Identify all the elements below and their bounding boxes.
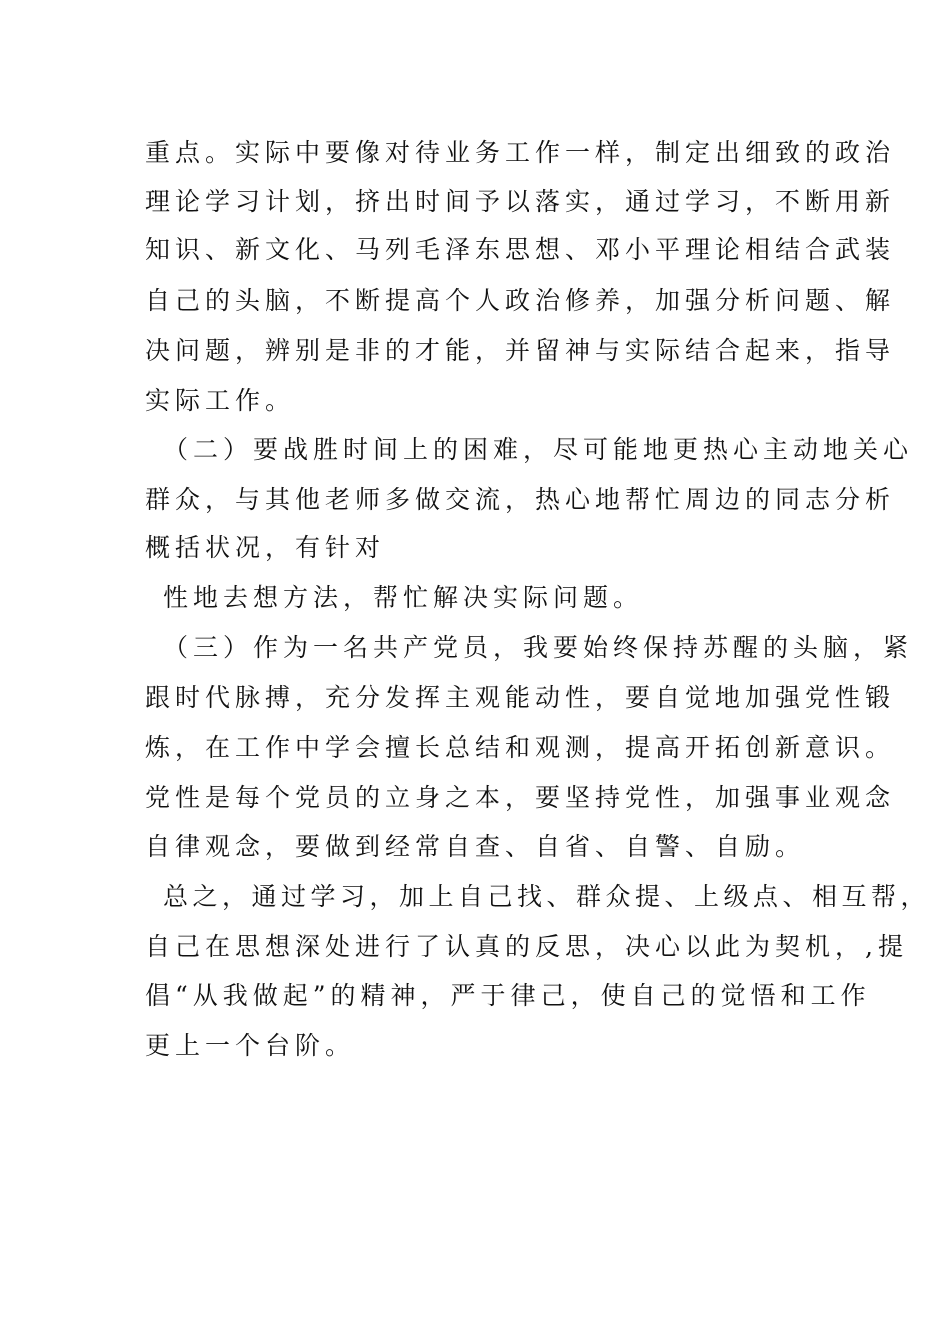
text-line: 炼，在工作中学会擅长总结和观测，提高开拓创新意识。 (145, 733, 896, 762)
text-line: 更上一个台阶。 (145, 1031, 356, 1060)
text-line: 性地去想方法，帮忙解决实际问题。 (163, 583, 644, 612)
text-line: 党性是每个党员的立身之本，要坚持党性，加强事业观念 (145, 783, 896, 812)
text-line: 理论学习计划，挤出时间予以落实，通过学习，不断用新 (145, 187, 896, 216)
text-line: 知识、新文化、马列毛泽东思想、邓小平理论相结合武装 (145, 235, 896, 264)
text-line: 倡“从我做起”的精神，严于律己，使自己的觉悟和工作 (145, 981, 871, 1010)
text-line: 跟时代脉搏，充分发挥主观能动性，要自觉地加强党性锻 (145, 683, 896, 712)
text-line: （三）作为一名共产党员，我要始终保持苏醒的头脑，紧 (163, 633, 914, 662)
text-line: （二）要战胜时间上的困难，尽可能地更热心主动地关心 (163, 435, 914, 464)
text-line: 概括状况，有针对 (145, 533, 386, 562)
text-line: 群众，与其他老师多做交流，热心地帮忙周边的同志分析 (145, 485, 896, 514)
text-line: 自己的头脑，不断提高个人政治修养，加强分析问题、解 (145, 286, 896, 315)
text-line: 总之，通过学习，加上自己找、群众提、上级点、相互帮， (163, 882, 931, 911)
text-line: 决问题，辨别是非的才能，并留神与实际结合起来，指导 (145, 336, 896, 365)
text-line: 自己在思想深处进行了认真的反思，决心以此为契机，,提 (145, 932, 908, 961)
text-line: 实际工作。 (145, 386, 296, 415)
text-line: 自律观念，要做到经常自查、自省、自警、自励。 (145, 832, 806, 861)
text-line: 重点。实际中要像对待业务工作一样，制定出细致的政治 (145, 138, 896, 167)
